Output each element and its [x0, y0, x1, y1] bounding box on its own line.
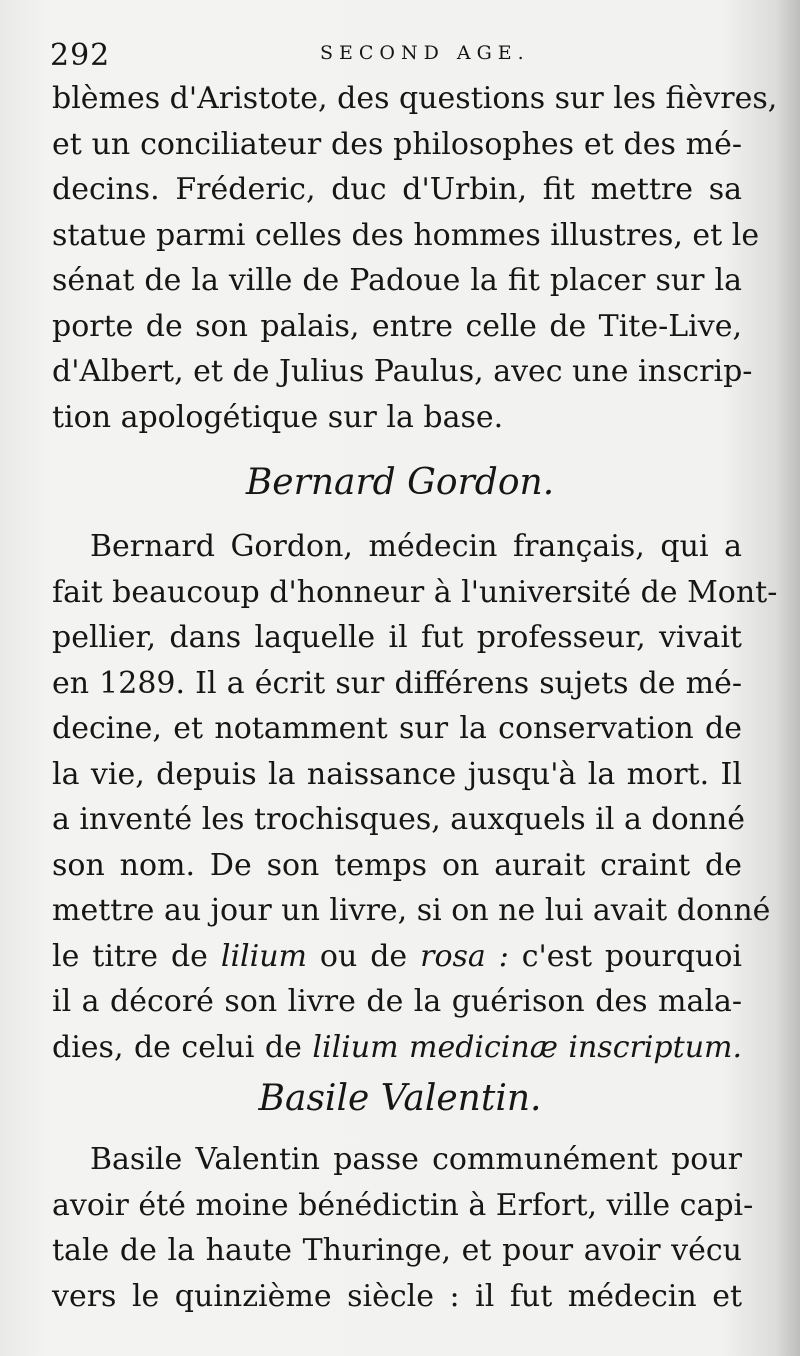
- text-line: en 1289. Il a écrit sur différens sujets de mé-: [52, 665, 742, 701]
- text-line: Basile Valentin passe communément pour: [90, 1142, 742, 1177]
- text-line: tale de la haute Thuringe, et pour avoir vécu: [52, 1233, 742, 1268]
- text-line: d'Albert, et de Julius Paulus, avec une inscrip-: [52, 354, 753, 389]
- text-line: son nom. De son temps on aurait craint de: [52, 847, 742, 883]
- heading-basile-valentin: Basile Valentin.: [258, 1078, 542, 1119]
- text-run: ou de: [307, 938, 421, 974]
- text-run: c'est pourquoi: [508, 938, 743, 974]
- heading-bernard-gordon: Bernard Gordon.: [245, 462, 555, 503]
- text-line: [52, 934, 742, 980]
- text-line: tion apologétique sur la base.: [52, 399, 504, 435]
- text-line: pellier, dans laquelle il fut professeur, vivait: [52, 620, 742, 655]
- text-line: la vie, depuis la naissance jusqu'à la mort. Il: [52, 756, 742, 792]
- italic-term: rosa :: [420, 938, 509, 974]
- text-line: blèmes d'Aristote, des questions sur les fièvres,: [52, 81, 778, 116]
- text-run: dies, de celui de: [52, 1029, 313, 1065]
- italic-term: lilium: [220, 938, 308, 974]
- page-number: 292: [50, 38, 111, 73]
- text-line: [52, 1025, 742, 1071]
- text-line: a inventé les trochisques, auxquels il a donné: [52, 802, 746, 837]
- text-run: le titre de: [52, 938, 221, 974]
- paragraph-basile-valentin: [52, 1137, 754, 1319]
- text-line: sénat de la ville de Padoue la fit placer sur la: [52, 263, 742, 298]
- text-line: il a décoré son livre de la guérison des mala-: [52, 984, 742, 1019]
- text-line: decine, et notamment sur la conservation de: [52, 711, 742, 746]
- paragraph-bernard-gordon: [52, 524, 778, 1070]
- text-line: statue parmi celles des hommes illustres, et le: [52, 217, 760, 253]
- text-line: Bernard Gordon, médecin français, qui a: [90, 529, 742, 564]
- running-head: SECOND AGE.: [320, 42, 530, 64]
- text-line: avoir été moine bénédictin à Erfort, ville capi-: [52, 1187, 754, 1223]
- text-line: et un conciliateur des philosophes et des mé-: [52, 126, 742, 162]
- text-line: mettre au jour un livre, si on ne lui avait donné: [52, 893, 771, 928]
- text-line: porte de son palais, entre celle de Tite-Live,: [52, 308, 742, 344]
- page-header: [50, 38, 748, 72]
- italic-title: lilium medicinæ inscriptum.: [312, 1029, 742, 1065]
- text-line: decins. Fréderic, duc d'Urbin, fit mettre sa: [52, 172, 742, 207]
- text-line: fait beaucoup d'honneur à l'université de Mont-: [52, 574, 778, 610]
- paragraph-aristote-continuation: [52, 76, 778, 440]
- text-line: vers le quinzième siècle : il fut médecin et: [52, 1278, 742, 1314]
